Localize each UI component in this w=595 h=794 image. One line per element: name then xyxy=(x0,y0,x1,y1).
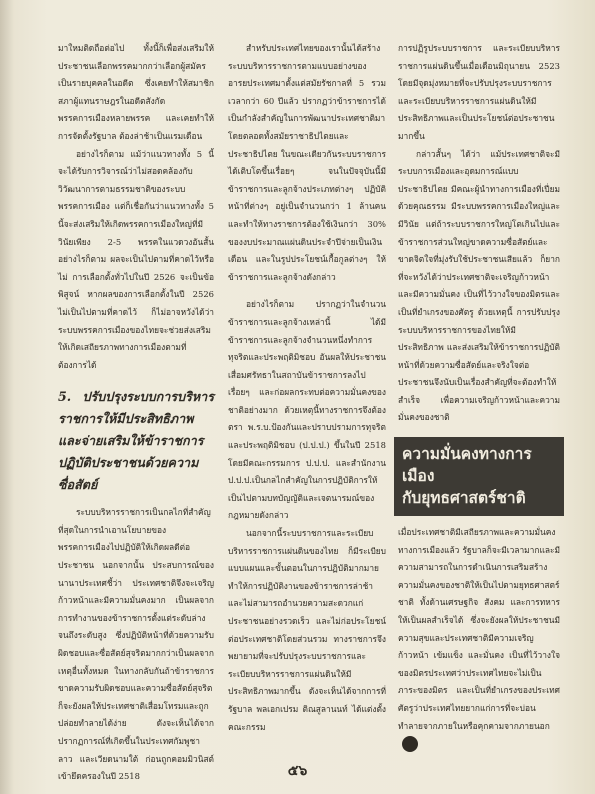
column-left xyxy=(58,40,214,786)
paragraph: อย่างไรก็ตาม ปรากฏว่าในจำนวนข้าราชการและลูกจ้างเหล่านี้ ได้มีข้าราชการและลูกจ้างจำนวนหนึ่งทำการทุจริตและประพฤติมิชอบ อันผลให้ประชาชนเสื่อมศรัทธาในสถาบันข้าราชการลงไปเรื่อยๆ และก่อผลกระทบต่อความมั่นคงของชาติอย่างมาก ด้วยเหตุนี้ทางราชการจึงต้องตรา พ.ร.บ.ป้องกันและปราบปรามการทุจริตและประพฤติมิชอบ (ป.ป.ป.) ขึ้นในปี 2518 โดยมีคณะกรรมการ ป.ป.ป. และสำนักงาน ป.ป.ป.เป็นกลไกสำคัญในการปฏิบัติการให้เป็นไปตามบทบัญญัติและเจตนารมณ์ของกฎหมายดังกล่าว xyxy=(228,299,386,521)
section-heading: 5. ปรับปรุงระบบการบริหารราชการให้มีประสิทธิภาพ และจ่ายเสริมให้ข้าราชการปฏิบัติประชาชนด้วยความซื่อสัตย์ xyxy=(58,389,214,493)
paragraph: สำหรับประเทศไทยของเรานั้นได้สร้างระบบบริหารราชการตามแบบอย่างของอารยประเทศมาตั้งแต่สมัยรัชกาลที่ 5 รวมเวลากว่า 60 ปีแล้ว ปรากฏว่าข้าราชการได้เป็นกำลังสำคัญในการพัฒนาประเทศชาติมาโดยตลอดทั้งสมัยราชาธิปไตยและประชาธิปไตย ในขณะเดียวกันระบบราชการได้เติบโตขึ้นเรื่อยๆ จนในปัจจุบันนี้มีข้าราชการและลูกจ้างประเภทต่างๆ ปฏิบัติหน้าที่ต่างๆ อยู่เป็นจำนวนกว่า 1 ล้านคน และทำให้ทางราชการต้องใช้เงินกว่า 30% ของงบประมาณแผ่นดินประจำปีจ่ายเป็นเงินเดือน และในรูปประโยชน์เกื้อกูลต่างๆ ให้ข้าราชการและลูกจ้างดังกล่าว xyxy=(228,43,386,282)
paragraph: อย่างไรก็ตาม แม้ว่าแนวทางทั้ง 5 นี้ จะได้รับการวิจารณ์ว่าไม่สอดคล้องกับวิวัฒนาการตามธรรมชาติของระบบพรรคการเมือง แต่ก็เชื่อกันว่าแนวทางทั้ง 5 นี้จะส่งเสริมให้เกิดพรรคการเมืองใหญ่ที่มีวินัยเพียง 2-5 พรรคในแวดวงอันสั้น อย่างไรก็ตาม ผลจะเป็นไปตามที่คาดไว้หรือไม่ การเลือกตั้งทั่วไปในปี 2526 จะเป็นข้อพิสูจน์ หากผลของการเลือกตั้งในปี 2526 ไม่เป็นไปตามที่คาดไว้ ก็ไม่อาจหวังได้ว่าระบบพรรคการเมืองของไทยจะช่วยส่งเสริมให้เกิดเสถียรภาพทางการเมืองตามที่ต้องการได้ xyxy=(58,148,214,370)
page-edge-shadow xyxy=(0,0,14,794)
paragraph-text: เมื่อประเทศชาติมีเสถียรภาพและความมั่นคงทางการเมืองแล้ว รัฐบาลก็จะมีเวลามากและมีความสามารถในการดำเนินการเสริมสร้างความมั่นคงของชาติให้เป็นไปตามยุทธศาสตร์ชาติ ทั้งด้านเศรษฐกิจ สังคม และการทหาร ให้เป็นผลสำเร็จได้ ซึ่งจะยังผลให้ประชาชนมีความสุขและประเทศชาติมีความเจริญก้าวหน้า เข้มแข็ง และมั่นคง เป็นที่ไว้วางใจของมิตรประเทศว่าประเทศไทยจะไม่เป็นภาระของมิตร และเป็นที่ยำเกรงของประเทศศัตรูว่าประเทศไทยยากแก่การที่จะบ่อนทำลายจากภายในหรือคุกคามจากภายนอก xyxy=(398,527,560,731)
paragraph xyxy=(398,527,560,748)
paragraph: ระบบบริหารราชการเป็นกลไกที่สำคัญที่สุดในการนำเอานโยบายของพรรคการเมืองไปปฏิบัติให้เกิดผลดีต่อประชาชน นอกจากนั้น ประสบการณ์ของนานาประเทศชี้ว่า ประเทศชาติจึงจะเจริญก้าวหน้าและมีความมั่นคงมาก เป็นผลจากการทำงานของข้าราชการตั้งแต่ระดับล่างจนถึงระดับสูง ซึ่งปฏิบัติหน้าที่ด้วยความรับผิดชอบและซื่อสัตย์สุจริตมากกว่าเป็นผลจากเหตุอื่นทั้งหมด ในทางกลับกันถ้าข้าราชการขาดความรับผิดชอบและความซื่อสัตย์สุจริต ก็จะยังผลให้ประเทศชาติเสื่อมโทรมและถูกปล่อยทำลายได้ง่าย ดังจะเห็นได้จากปรากฏการณ์ที่เกิดขึ้นในประเทศกัมพูชา ลาว และเวียดนามใต้ ก่อนถูกคอมมิวนิสต์เข้ายึดครองในปี 2518 xyxy=(58,507,214,782)
section-banner xyxy=(394,437,564,516)
end-mark-icon: ☸ xyxy=(402,736,418,752)
closing-paragraph xyxy=(398,524,560,753)
section-banner-line: กับยุทธศาสตร์ชาติ xyxy=(402,489,526,508)
paragraph: การปฏิรูประบบราชการ และระเบียบบริหารราชการแผ่นดินขึ้นเมื่อเดือนมิถุนายน 2523 โดยมีจุดมุ่งหมายที่จะปรับปรุงระบบราชการและระเบียบบริหารราชการแผ่นดินให้มีประสิทธิภาพและเป็นประโยชน์ต่อประชาชนมากขึ้น xyxy=(398,43,560,141)
paragraph: มาใหมติดถือต่อไป ทั้งนี้ก็เพื่อส่งเสริมให้ประชาชนเลือกพรรคมากกว่าเลือกผู้สมัครเป็นรายบุคคลในอดีต ซึ่งเคยทำให้สมาชิกสภาผู้แทนราษฎรในอดีตสังกัดพรรคการเมืองหลายพรรค และเคยทำให้การจัดตั้งรัฐบาล ต้องล่าช้าเป็นแรมเดือน xyxy=(58,43,214,141)
page-number: ๕๖ xyxy=(287,763,308,779)
column-middle xyxy=(228,40,386,736)
column-right xyxy=(398,40,560,753)
section-banner-line: ความมั่นคงทางการเมือง xyxy=(402,445,532,486)
paragraph: นอกจากนี้ระบบราชการและระเบียบบริหารราชการแผ่นดินของไทย ก็มีระเบียบแบบแผนและขั้นตอนในการปฏิบัติมากมายทำให้การปฏิบัติงานของข้าราชการล่าช้า และไม่สามารถอำนวยความสะดวกแก่ประชาชนอย่างรวดเร็ว และไม่ก่อประโยชน์ต่อประเทศชาติโดยส่วนรวม ทางราชการจึงพยายามที่จะปรับปรุงระบบราชการและระเบียบบริหารราชการแผ่นดินให้มีประสิทธิภาพมากขึ้น ดังจะเห็นได้จากการที่รัฐบาล พลเอกเปรม ติณสูลานนท์ ได้แต่งตั้งคณะกรรม xyxy=(228,528,386,732)
paragraph: กล่าวสั้นๆ ได้ว่า แม้ประเทศชาติจะมีระบบการเมืองและอุดมการณ์แบบประชาธิปไตย มีคณะผู้นำทางการเมืองที่เปี่ยมด้วยคุณธรรม มีระบบพรรคการเมืองใหญ่และมีวินัย แต่ถ้าระบบราชการใหญ่โตเกินไปและข้าราชการส่วนใหญ่ขาดความซื่อสัตย์และขาดจิตใจที่มุ่งรับใช้ประชาชนเสียแล้ว ก็ยากที่จะหวังได้ว่าประเทศชาติจะเจริญก้าวหน้าและมีความมั่นคง เป็นที่ไว้วางใจของมิตรและเป็นที่ยำเกรงของศัตรู ด้วยเหตุนี้ การปรับปรุงระบบบริหารราชการของไทยให้มีประสิทธิภาพ และส่งเสริมให้ข้าราชการปฏิบัติหน้าที่ด้วยความซื่อสัตย์และจริงใจต่อประชาชนจึงนับเป็นเรื่องสำคัญที่จะต้องทำให้สำเร็จ เพื่อความเจริญก้าวหน้าและความมั่นคงของชาติ xyxy=(398,148,560,423)
